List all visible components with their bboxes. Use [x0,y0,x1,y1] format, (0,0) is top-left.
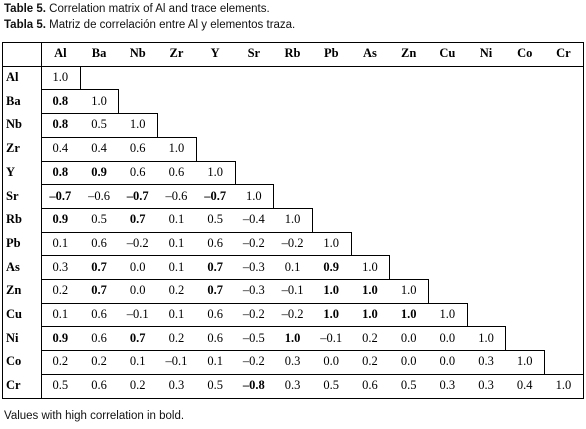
table-cell: 0.6 [168,164,185,179]
table-cell: 0.6 [207,330,223,345]
table-grid-line [428,303,468,304]
table-cell: 0.6 [207,307,223,322]
table-cell: 0.2 [129,378,146,393]
table-cell: 0.1 [129,354,146,369]
table-cell: 0.7 [129,212,146,227]
column-header-cr: Cr [556,46,571,61]
column-header-cu: Cu [439,46,456,61]
table-cell: –0.7 [49,188,72,203]
column-header-pb: Pb [323,46,339,61]
table-cell: 0.4 [91,141,107,156]
column-header-co: Co [517,46,533,61]
row-header-pb: Pb [6,235,21,250]
row-header-cu: Cu [6,307,22,322]
table-cell: 0.9 [91,164,107,179]
table-grid-line [273,184,274,209]
table-cell: 0.6 [362,378,378,393]
table-grid-line [312,208,313,233]
table-grid-line [41,255,351,256]
table-grid-line [2,66,583,67]
table-cell: 0.6 [91,307,107,322]
table-grid-line [80,66,81,91]
row-header-sr: Sr [6,188,19,203]
caption-text-english: Correlation matrix of Al and trace elements. [49,3,270,15]
table-grid-line [196,137,197,162]
table-grid-line [351,232,352,257]
table-grid-line [41,326,467,327]
column-header-as: As [362,46,377,61]
table-border [2,42,583,43]
table-cell: 0.5 [323,378,340,393]
table-cell: 0.2 [52,354,69,369]
table-cell: 0.2 [362,330,378,345]
caption-label-english: Table 5. [4,3,46,15]
row-header-y: Y [6,164,16,179]
table-grid-line [467,326,507,327]
column-header-sr: Sr [247,46,261,61]
table-cell: 0.1 [168,235,185,250]
row-header-co: Co [6,354,22,369]
column-header-rb: Rb [284,46,301,61]
table-cell: –0.2 [242,235,265,250]
table-cell: 0.3 [52,259,69,274]
table-grid-line [41,374,544,375]
table-cell: –0.7 [126,188,149,203]
table-cell: 0.5 [91,212,107,227]
table-cell: 0.2 [52,283,69,298]
table-cell: –0.1 [320,330,343,345]
table-cell: –0.8 [242,378,265,393]
table-grid-line [41,89,80,90]
table-cell: 0.6 [91,378,107,393]
table-cell: 0.6 [91,235,107,250]
table-cell: 0.6 [207,235,223,250]
row-header-ni: Ni [6,330,19,345]
table-grid-line [196,161,236,162]
table-grid-line [157,137,197,138]
table-cell: 0.6 [129,141,146,156]
table-grid-line [389,255,390,280]
table-cell: 1.0 [555,378,572,393]
table-grid-line [41,184,235,185]
table-grid-line [389,279,429,280]
table-cell: 0.7 [91,259,107,274]
column-header-y: Y [210,46,220,61]
table-cell: 0.5 [207,378,223,393]
table-cell: 1.0 [516,354,533,369]
row-header-zr: Zr [6,141,20,156]
table-cell: 0.0 [400,354,417,369]
table-cell: 1.0 [478,330,494,345]
table-cell: 0.3 [439,378,456,393]
table-cell: 0.1 [168,259,185,274]
table-grid-line [41,303,428,304]
table-grid-line [118,89,119,114]
table-cell: 0.3 [284,354,301,369]
table-cell: 0.1 [284,259,301,274]
table-cell: 0.1 [52,307,69,322]
table-cell: 1.0 [207,164,223,179]
table-grid-line [467,303,468,328]
table-cell: 1.0 [362,283,378,298]
table-cell: –0.6 [165,188,188,203]
column-header-zr: Zr [169,46,184,61]
table-cell: –0.1 [126,307,149,322]
table-cell: 0.6 [129,164,146,179]
table-cell: 0.3 [478,354,494,369]
table-cell: 1.0 [284,330,301,345]
row-header-ba: Ba [6,93,21,108]
table-cell: –0.2 [242,307,265,322]
table-cell: 1.0 [91,93,107,108]
table-grid-line [544,350,545,375]
table-grid-line [235,184,275,185]
table-cell: 1.0 [52,70,69,85]
table-cell: 0.1 [168,212,185,227]
table-cell: 1.0 [168,141,185,156]
table-footnote: Values with high correlation in bold. [4,410,185,422]
table-cell: 0.2 [168,330,185,345]
table-cell: 0.1 [52,235,69,250]
column-header-ba: Ba [91,46,107,61]
table-grid-line [505,350,545,351]
column-header-ni: Ni [479,46,493,61]
table-cell: –0.3 [242,259,265,274]
table-cell: 1.0 [439,307,456,322]
table-cell: 0.2 [362,354,378,369]
table-cell: 0.0 [439,354,456,369]
table-grid-line [41,398,583,399]
table-grid-line [41,350,505,351]
table-cell: 0.5 [52,378,69,393]
table-grid-line [428,279,429,304]
table-cell: –0.2 [281,307,304,322]
table-cell: 1.0 [400,283,417,298]
table-cell: –0.1 [281,283,304,298]
table-cell: 1.0 [323,235,340,250]
table-cell: 0.9 [52,212,69,227]
row-header-rb: Rb [6,212,22,227]
row-header-cr: Cr [6,378,21,393]
table-cell: 0.0 [129,283,146,298]
table-cell: 0.5 [207,212,223,227]
table-grid-line [41,42,42,398]
table-grid-line [41,208,273,209]
table-grid-line [312,232,352,233]
table-cell: 0.9 [52,330,69,345]
table-cell: –0.2 [281,235,304,250]
table-cell: 0.3 [478,378,494,393]
table-cell: 1.0 [362,259,378,274]
caption-label-spanish: Tabla 5. [4,19,46,31]
table-border [583,42,584,399]
table-grid-line [118,113,158,114]
table-cell: –0.5 [242,330,265,345]
column-header-nb: Nb [129,46,146,61]
row-header-al: Al [6,70,19,85]
caption-text-spanish: Matriz de correlación entre Al y elementos traza. [49,19,296,31]
table-cell: –0.6 [88,188,110,203]
table-cell: –0.2 [242,354,265,369]
table-cell: 0.9 [323,259,340,274]
table-grid-line [273,208,313,209]
table-cell: 0.0 [400,330,417,345]
table-grid-line [41,113,118,114]
table-grid-line [505,326,506,351]
table-grid-line [41,279,389,280]
column-header-al: Al [54,46,67,61]
table-grid-line [41,232,312,233]
table-grid-line [157,113,158,138]
table-cell: 0.4 [52,141,69,156]
table-cell: 0.3 [168,378,185,393]
table-cell: 0.4 [516,378,533,393]
table-cell: 0.6 [91,330,107,345]
table-cell: –0.3 [242,283,265,298]
table-cell: 0.5 [91,117,107,132]
table-cell: –0.4 [242,212,265,227]
table-cell: 0.0 [439,330,456,345]
row-header-nb: Nb [6,117,22,132]
table-cell: 0.8 [52,93,69,108]
table-cell: –0.1 [165,354,188,369]
table-grid-line [80,89,120,90]
table-cell: 1.0 [323,307,340,322]
table-grid-line [41,161,196,162]
table-grid-line [235,161,236,186]
column-header-zn: Zn [400,46,417,61]
table-cell: 0.7 [129,330,146,345]
table-cell: 1.0 [362,307,378,322]
table-cell: 1.0 [400,307,417,322]
table-grid-line [351,255,391,256]
table-cell: 0.1 [168,307,185,322]
row-header-as: As [6,259,20,274]
table-cell: 0.7 [207,283,223,298]
table-cell: 0.7 [207,259,223,274]
table-cell: 0.0 [323,354,340,369]
table-cell: 1.0 [323,283,340,298]
table-cell: 1.0 [284,212,301,227]
table-cell: 0.2 [91,354,107,369]
table-cell: 0.8 [52,117,69,132]
table-border [2,42,3,398]
table-grid-line [544,374,584,375]
table-cell: 0.0 [129,259,146,274]
table-cell: 1.0 [129,117,146,132]
table-cell: 0.2 [168,283,185,298]
table-cell: 0.1 [207,354,223,369]
table-cell: 0.5 [400,378,417,393]
table-grid-line [41,137,157,138]
table-cell: –0.2 [126,235,149,250]
table-cell: 0.7 [91,283,107,298]
table-cell: –0.7 [204,188,227,203]
row-header-zn: Zn [6,283,22,298]
table-cell: 1.0 [246,188,262,203]
table-cell: 0.8 [52,164,69,179]
table-cell: 0.3 [284,378,301,393]
